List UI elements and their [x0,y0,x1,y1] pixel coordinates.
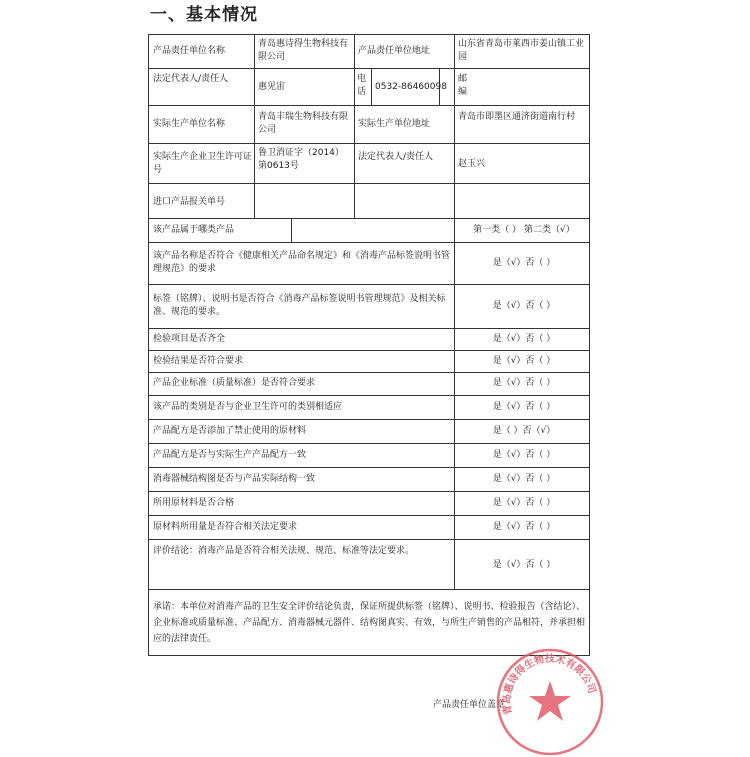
responsible-address-label: 产品责任单位地址 [358,46,431,56]
check-question: 原材料所用量是否符合相关法定要求 [153,522,298,532]
legal-rep-value: 惠见宙 [258,82,286,92]
category-value: 第一类（ ） 第二类（√） [473,225,575,235]
legal-rep-label: 法定代表人/责任人 [153,74,229,84]
company-seal [495,647,605,757]
responsible-unit-value: 青岛惠诗得生物科技有限公司 [258,39,349,62]
phone-value: 0532-86460098 [375,82,447,92]
actual-address-value: 青岛市即墨区通济街道南行村 [458,112,576,122]
phone-label: 电话 [357,74,367,97]
check-question: 该产品名称是否符合《健康相关产品命名规定》和《消毒产品标签说明书管理规范》的要求 [153,251,451,274]
license-value: 鲁卫消证字（2014）第0613号 [258,148,344,171]
page-heading: 一、基本情况 [150,5,258,25]
conclusion-value: 是（√）否（ ） [492,560,556,570]
check-answer: 是（√）否（ ） [492,522,556,532]
check-question: 消毒器械结构图是否与产品实际结构一致 [153,474,316,484]
check-question: 标签（铭牌）、说明书是否符合《消毒产品标签说明书管理规范》及相关标准、规范的要求。 [153,294,446,317]
check-answer: 是（ ）否（√） [492,426,556,436]
check-answer: 是（√）否（ ） [492,498,556,508]
seal-text: 青岛惠诗得生物技术有限公司 [501,653,598,716]
check-answer: 是（√）否（ ） [492,356,556,366]
actual-address-label: 实际生产单位地址 [358,119,431,129]
conclusion-label: 评价结论：消毒产品是否符合相关法规、规范、标准等法定要求。 [153,546,415,556]
check-question: 产品企业标准（质量标准）是否符合要求 [153,378,316,388]
check-question: 检验项目是否齐全 [153,334,226,344]
commitment-text: 承诺：本单位对消毒产品的卫生安全评价结论负责，保证所提供标签（铭牌）、说明书、检验报告（含结论）、企业标准或质量标准、产品配方、消毒器械元器件、结构图真实、有效，与所生产销售的产品相符，并承担相应的法律责任。 [153,602,585,644]
actual-rep-value: 赵玉兴 [458,159,486,169]
check-answer: 是（√）否（ ） [492,402,556,412]
check-question: 所用原材料是否合格 [153,498,235,508]
check-answer: 是（√）否（ ） [492,450,556,460]
check-answer: 是（√）否（ ） [492,334,556,344]
check-question: 该产品的类别是否与企业卫生许可的类别相适应 [153,402,343,412]
license-label: 实际生产企业卫生许可证号 [153,152,253,175]
import-declaration-label: 进口产品报关单号 [153,197,226,207]
check-question: 产品配方是否添加了禁止使用的原材料 [153,426,307,436]
actual-unit-value: 青岛丰瑞生物科技有限公司 [258,112,349,135]
check-answer: 是（√）否（ ） [492,301,556,311]
check-question: 检验结果是否符合要求 [153,356,244,366]
actual-unit-label: 实际生产单位名称 [153,119,226,129]
signature-label: 产品责任单位盖章 [433,700,506,710]
check-answer: 是（√）否（ ） [492,474,556,484]
postcode-label: 邮编 [458,74,468,97]
check-answer: 是（√）否（ ） [492,258,556,268]
actual-rep-label: 法定代表人/责任人 [358,152,434,162]
category-label: 该产品属于哪类产品 [153,225,235,235]
check-answer: 是（√）否（ ） [492,378,556,388]
responsible-address-value: 山东省青岛市莱西市姜山镇工业园 [458,39,585,62]
check-question: 产品配方是否与实际生产产品配方一致 [153,450,307,460]
responsible-unit-label: 产品责任单位名称 [153,46,226,56]
evaluation-form [148,34,590,656]
